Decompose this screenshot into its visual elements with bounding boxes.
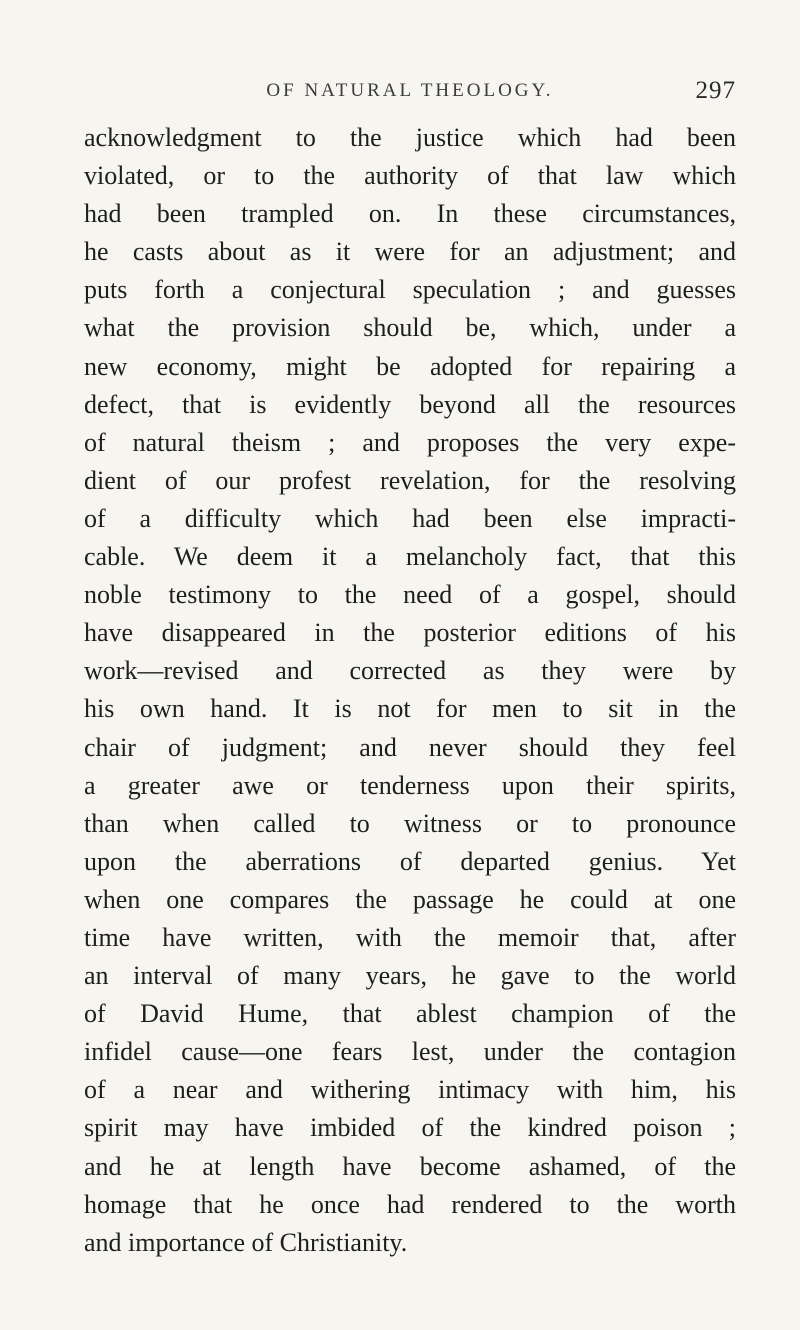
text-line: of natural theism ; and proposes the very expe- — [84, 427, 736, 457]
page-number: 297 — [695, 77, 736, 104]
text-line: had been trampled on. In these circumstances, — [84, 199, 736, 229]
text-line: his own hand. It is not for men to sit in the — [84, 694, 736, 724]
text-line: when one compares the passage he could at one — [84, 884, 736, 914]
text-line: of David Hume, that ablest champion of the — [84, 999, 736, 1029]
text-line: time have written, with the memoir that, after — [84, 922, 736, 952]
text-line: of a difficulty which had been else impracti- — [84, 503, 736, 533]
text-line: acknowledgment to the justice which had been — [84, 123, 736, 152]
text-line: violated, or to the authority of that law which — [84, 161, 736, 191]
body-paragraph — [84, 119, 736, 1262]
text-line: work—revised and corrected as they were by — [84, 656, 736, 686]
text-line: he casts about as it were for an adjustment; and — [84, 237, 736, 267]
text-line: defect, that is evidently beyond all the resources — [84, 389, 736, 419]
text-line: new economy, might be adopted for repairing a — [84, 351, 736, 381]
text-line: of a near and withering intimacy with him, his — [84, 1075, 736, 1105]
text-line: an interval of many years, he gave to the world — [84, 961, 736, 991]
text-line: dient of our profest revelation, for the resolving — [84, 465, 736, 495]
text-line: infidel cause—one fears lest, under the contagion — [84, 1037, 736, 1067]
text-line: and he at length have become ashamed, of the — [84, 1151, 736, 1181]
text-line: upon the aberrations of departed genius. Yet — [84, 846, 736, 876]
text-line: spirit may have imbided of the kindred poison ; — [84, 1113, 736, 1143]
text-line: a greater awe or tenderness upon their spirits, — [84, 770, 736, 800]
text-line: have disappeared in the posterior editions of his — [84, 618, 736, 648]
running-head — [84, 77, 736, 110]
text-line: what the provision should be, which, under a — [84, 313, 736, 343]
text-line: homage that he once had rendered to the worth — [84, 1189, 736, 1219]
text-line: and importance of Christianity. — [84, 1227, 408, 1257]
text-line: puts forth a conjectural speculation ; and guesses — [84, 275, 736, 305]
text-line: cable. We deem it a melancholy fact, that this — [84, 542, 736, 572]
text-line: than when called to witness or to pronounce — [84, 808, 736, 838]
text-line: chair of judgment; and never should they feel — [84, 732, 736, 762]
text-line: noble testimony to the need of a gospel, should — [84, 580, 736, 610]
running-title: OF NATURAL THEOLOGY. — [266, 80, 554, 101]
